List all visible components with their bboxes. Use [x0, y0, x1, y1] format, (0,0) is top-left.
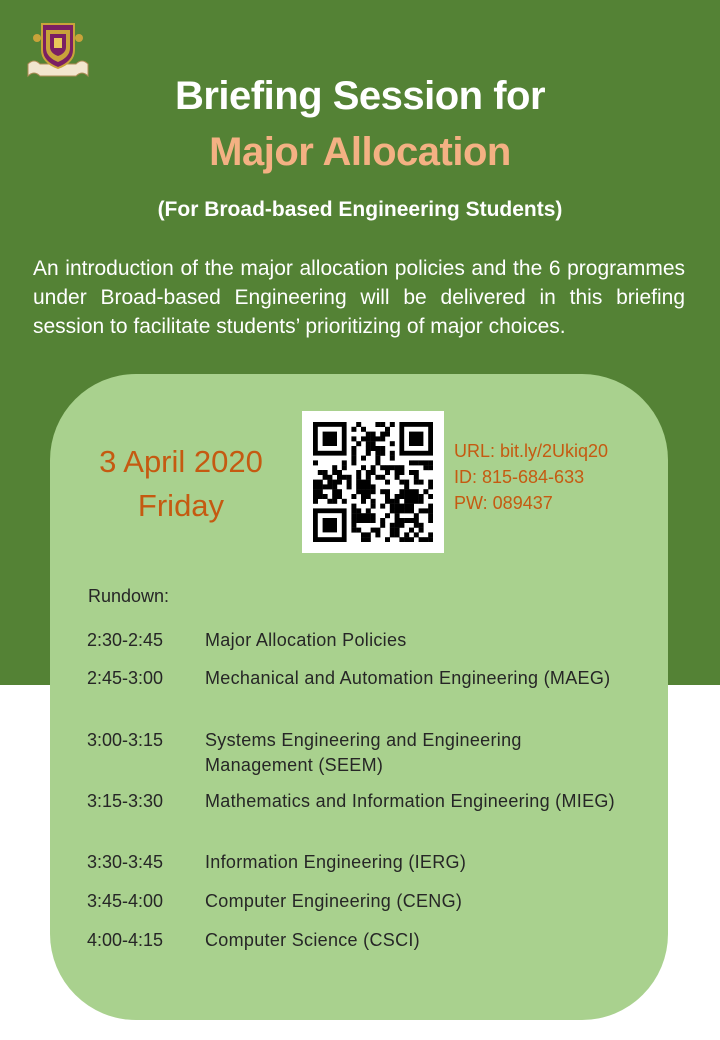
rundown-topic: Computer Science (CSCI) — [205, 930, 420, 950]
rundown-time: 2:45-3:00 — [87, 668, 164, 688]
rundown-time: 3:00-3:15 — [87, 730, 164, 750]
title-line-2: Major Allocation — [209, 130, 511, 174]
meeting-id: ID: 815-684-633 — [454, 467, 585, 487]
subtitle: (For Broad-based Engineering Students) — [157, 198, 563, 221]
rundown-time: 4:00-4:15 — [87, 930, 164, 950]
rundown-label: Rundown: — [88, 586, 170, 606]
event-weekday: Friday — [137, 488, 225, 523]
meeting-url[interactable]: URL: bit.ly/2Ukiq20 — [454, 441, 609, 461]
meeting-password: PW: 089437 — [454, 493, 553, 513]
rundown-topic: Information Engineering (IERG) — [205, 852, 467, 872]
rundown-time: 3:30-3:45 — [87, 852, 164, 872]
title-line-1: Briefing Session for — [174, 74, 546, 118]
rundown-topic: Systems Engineering and Engineering Management (SEEM) — [205, 730, 522, 775]
rundown-time: 3:45-4:00 — [87, 891, 164, 911]
rundown-topic: Mathematics and Information Engineering (MIEG) — [205, 791, 615, 811]
rundown-time: 3:15-3:30 — [87, 791, 164, 811]
rundown-topic: Major Allocation Policies — [205, 630, 407, 650]
rundown-topic: Mechanical and Automation Engineering (MAEG) — [205, 668, 611, 688]
rundown-time: 2:30-2:45 — [87, 630, 164, 650]
event-date: 3 April 2020 — [99, 444, 263, 479]
rundown-topic: Computer Engineering (CENG) — [205, 891, 463, 911]
qr-code-icon[interactable] — [313, 422, 433, 542]
qr-code-panel[interactable] — [302, 411, 444, 553]
university-crest-icon — [24, 20, 92, 80]
intro-paragraph: An introduction of the major allocation policies and the 6 programmes under Broad-based Engineering will be delivered in this briefing session to facilitate students’ prioritizing of major choices. — [33, 257, 685, 338]
